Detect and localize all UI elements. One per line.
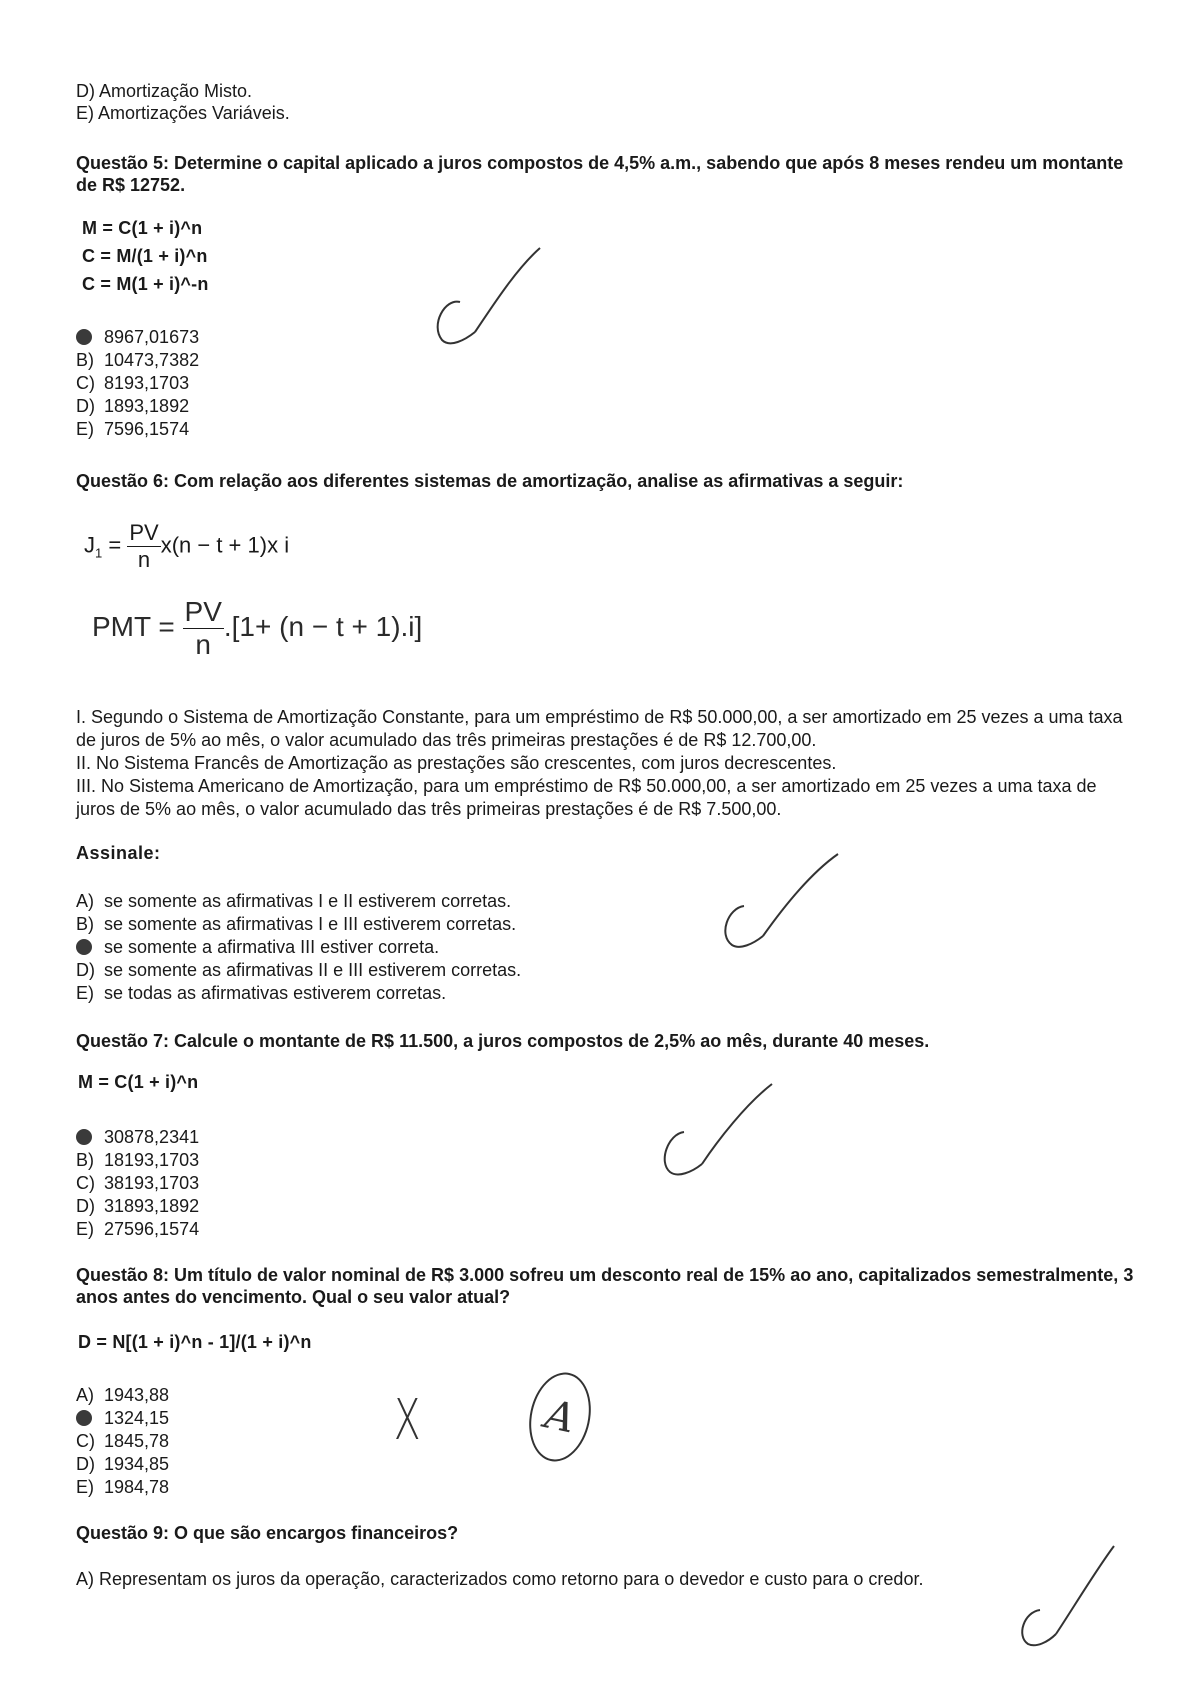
q6-option-d[interactable]: D) se somente as afirmativas II e III estiverem corretas. bbox=[76, 960, 522, 980]
option-e-prev: E) Amortizações Variáveis. bbox=[76, 103, 290, 123]
q6-equation-pmt: PMT = $\frac{PV}{n}$ .[1+ (n − t + 1).i] bbox=[92, 596, 423, 660]
question-6-title: Questão 6: Com relação aos diferentes sistemas de amortização, analise as afirmativas a seguir: bbox=[76, 471, 904, 491]
q5-option-d[interactable]: D) 1893,1892 bbox=[76, 396, 190, 416]
q8-option-a[interactable]: A) 1943,88 bbox=[76, 1385, 170, 1405]
filled-answer-bubble-icon bbox=[76, 329, 92, 345]
q6-option-b[interactable]: B) se somente as afirmativas I e III estiverem corretas. bbox=[76, 914, 517, 934]
q6-option-e[interactable]: E) se todas as afirmativas estiverem corretas. bbox=[76, 983, 447, 1003]
q6-statement-2: II. No Sistema Francês de Amortização as prestações são crescentes, com juros decrescentes. bbox=[76, 753, 837, 773]
filled-answer-bubble-icon bbox=[76, 939, 92, 955]
checkmark-icon bbox=[420, 240, 550, 360]
q5-formula-3: C = M(1 + i)^-n bbox=[82, 274, 209, 294]
q6-equation-juros: $J_1$ = $\frac{PV}{n}$ x(n − t + 1)x i bbox=[84, 520, 290, 572]
q8-option-e[interactable]: E) 1984,78 bbox=[76, 1477, 170, 1497]
q5-option-c[interactable]: C) 8193,1703 bbox=[76, 373, 190, 393]
question-8-title: Questão 8: Um título de valor nominal de R$ 3.000 sofreu um desconto real de 15% ao ano, capitalizados semestralmente, 3 anos antes do vencimento. Qual o seu valor atual? bbox=[76, 1265, 1134, 1307]
q5-option-a-marked[interactable]: 8967,01673 bbox=[76, 326, 199, 348]
question-5-title: Questão 5: Determine o capital aplicado a juros compostos de 4,5% a.m., sabendo que após 8 meses rendeu um montante de R$ 12752. bbox=[76, 153, 1124, 195]
checkmark-icon bbox=[1010, 1540, 1120, 1650]
q6-option-c-marked[interactable]: se somente a afirmativa III estiver correta. bbox=[76, 936, 439, 958]
q5-formula-1: M = C(1 + i)^n bbox=[82, 218, 203, 238]
q7-option-a-marked[interactable]: 30878,2341 bbox=[76, 1126, 199, 1148]
q6-statement-3: III. No Sistema Americano de Amortização, para um empréstimo de R$ 50.000,00, a ser amortizado em 25 vezes a uma taxa de juros de 5% ao mês, o valor acumulado das três primeiras prestações é de R$ 7.500,00. bbox=[76, 776, 1097, 819]
q6-option-a[interactable]: A) se somente as afirmativas I e II estiverem corretas. bbox=[76, 891, 512, 911]
handwritten-circled-a: A bbox=[521, 1367, 598, 1468]
handwritten-x-mark: X bbox=[393, 1388, 421, 1453]
option-d-prev: D) Amortização Misto. bbox=[76, 81, 253, 101]
q5-option-e[interactable]: E) 7596,1574 bbox=[76, 419, 190, 439]
q8-option-c[interactable]: C) 1845,78 bbox=[76, 1431, 170, 1451]
q5-formula-2: C = M/(1 + i)^n bbox=[82, 246, 208, 266]
q8-option-d[interactable]: D) 1934,85 bbox=[76, 1454, 170, 1474]
q8-formula-1: D = N[(1 + i)^n - 1]/(1 + i)^n bbox=[78, 1332, 312, 1352]
q6-assinale: Assinale: bbox=[76, 843, 161, 863]
checkmark-icon bbox=[708, 850, 848, 960]
filled-answer-bubble-icon bbox=[76, 1129, 92, 1145]
q7-formula-1: M = C(1 + i)^n bbox=[78, 1072, 199, 1092]
filled-answer-bubble-icon bbox=[76, 1410, 92, 1426]
q7-option-e[interactable]: E) 27596,1574 bbox=[76, 1219, 200, 1239]
q9-option-a[interactable]: A) Representam os juros da operação, caracterizados como retorno para o devedor e custo para o credor. bbox=[76, 1569, 924, 1589]
q7-option-d[interactable]: D) 31893,1892 bbox=[76, 1196, 200, 1216]
q7-option-c[interactable]: C) 38193,1703 bbox=[76, 1173, 200, 1193]
q5-option-b[interactable]: B) 10473,7382 bbox=[76, 350, 200, 370]
question-9-title: Questão 9: O que são encargos financeiros? bbox=[76, 1523, 459, 1543]
q8-option-b-marked[interactable]: 1324,15 bbox=[76, 1407, 169, 1429]
checkmark-icon bbox=[650, 1080, 780, 1190]
q7-option-b[interactable]: B) 18193,1703 bbox=[76, 1150, 200, 1170]
q6-statement-1: I. Segundo o Sistema de Amortização Constante, para um empréstimo de R$ 50.000,00, a ser amortizado em 25 vezes a uma taxa de juros de 5% ao mês, o valor acumulado das três primeiras prestações é de R$ 12.700,00. bbox=[76, 707, 1123, 750]
question-7-title: Questão 7: Calcule o montante de R$ 11.500, a juros compostos de 2,5% ao mês, durante 40 meses. bbox=[76, 1031, 930, 1051]
